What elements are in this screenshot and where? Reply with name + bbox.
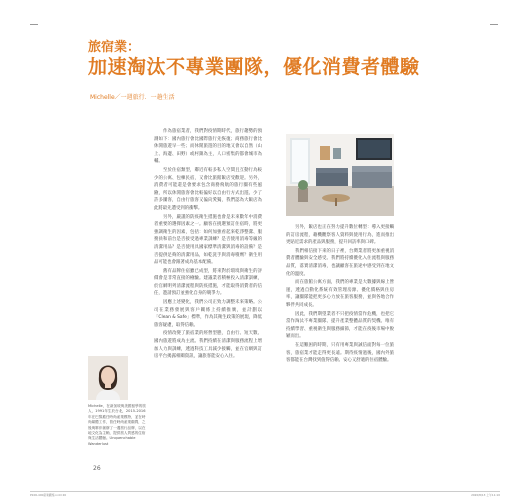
- footer-filename: P106-400產業觀察.indd 26: [30, 493, 66, 497]
- paragraph: 另外，飯店也正在努力提升數位轉型：導入更接觸的訂房流程，藉機觀察客人資料與使用行為，進而推出更貼近需求的產品與服務，提升回訪率與口碑。: [286, 225, 394, 246]
- footer-timestamp: 2020/8/13 上午11:10: [471, 493, 500, 497]
- article-byline: Michelle／一週旅行．一趟生活: [90, 94, 175, 101]
- paragraph: 作為旅宿業者，我們對疫情期時代，旅行趨勢的預測如下：國內旅行會比國際旅行先恢復；商務旅行會比休閒旅遊早一些；而休閒旅遊的目的地又會以自然（山上、海邊、田野）或村鎮為主，人口密集的都會城市為輔。: [154, 129, 262, 165]
- text-column-right: [286, 224, 394, 460]
- paragraph: 在這艱困的時期，只有用專業與誠信面對每一位旅客，旅宿業才能走得更長遠。期待疫情過後，國內外旅客都能在台灣找到值得信賴、安心又舒適的住宿體驗。: [286, 342, 394, 364]
- author-portrait: [88, 356, 128, 400]
- paragraph: 至於住宿類型，鄰近有較多私人空間且互動行為較少的公寓、包棟民宿，又會比旅館飯店受歡迎。另外，消費者可能還是會要求包含商務飛航的旅行團有些風險，所以休閒旅客會比較偏好以自由行方式出遊。少了許多團客，自由行旅客又偏向愛獨，我們認為大飯店為此將最先遭受到的衝擊。: [154, 167, 262, 211]
- text-column-left: [154, 128, 262, 428]
- paragraph: 舊有品牌住宿雖已成型，將來對於環境與衛生的評價會是非常直接的檢驗。建議業者積極投入清潔訓練，於官網明列清潔流程與防疫措施，才能取得消費者的信任，邀請預訂並強化自身的競爭力。: [154, 268, 262, 297]
- paragraph: 我們相信接下來的日子裡，台灣業者將更加重視消費者體驗與安全感受。我們將持續優化入住流程與服務品質，落實清潔消毒，也讓顧客在旅途中感受到在地文化的溫度。: [286, 248, 394, 277]
- paragraph: 疫情改變了旅宿業的經營型態，自由行、短天數、國內旅遊將成為主流。我們持續在清潔與服務流程上增加人力與訓練，透過科技工具減少接觸，並在官網與訂房平台揭露相關資訊，讓旅客能安心入住。: [154, 331, 262, 360]
- author-bio: Michelle，在新加坡與美國留學的旅人，1991年生於台北，2015-2016年在巴黎擔任時尚產業模特，並在時尚媒體工作，曾任時尚產業顧問，之後與夥伴創辦了一週旅行品牌，以在地文化為主軸，提供旅人質感的住宿與生活體驗。Unquenchable Wanderlust: [88, 404, 146, 446]
- paragraph: 而在旅館公寓方面，我們的專業是大數據與線上營運，透過自動化系統有效管理房源、優化價格與住房率，讓團隊能把更多心力放在旅客服務，並與各地合作夥伴共同成長。: [286, 280, 394, 308]
- paragraph: 另外，嚴謹的防疫衛生措施也會是未來數年中消費者重要的選擇因素之一。顧客在挑選預訂住宿時，將更強調衛生的因素，包括：如何加強看起來乾淨整潔、服務員和前台是否接受過專業訓練？是否使用消毒等級的清潔用品？是否使用具國家標準清潔與消毒的設備？是否提供足夠的清潔用品，如乾洗手與消毒噴劑？衛生用品可能也會跟著成為基本配備。: [154, 214, 262, 266]
- article-kicker: 旅宿業：: [88, 40, 141, 55]
- article-headline: 加速淘汰不專業團隊，優化消費者體驗: [88, 56, 420, 78]
- paragraph: 因此，我們期望業者不只把疫情當作危機，也把它當作淘汰不專業團隊、提升產業整體品質的契機。唯有持續學習、重視衛生與服務細節，才能在疫後市場中脫穎而出。: [286, 311, 394, 340]
- living-room-photo: [286, 128, 394, 216]
- paragraph: 因應上述變化，我們公司正致力調整未來策略。公司在業務發展與客戶關係上持續推廣，並計劃以「Clean & Safe」標準，作為其衛生政策的展現，降低旅客疑慮，取得信賴。: [154, 300, 262, 328]
- print-footer: [30, 491, 500, 497]
- page-number: 26: [93, 465, 101, 472]
- crop-mark: [30, 24, 38, 25]
- crop-mark: [490, 24, 498, 25]
